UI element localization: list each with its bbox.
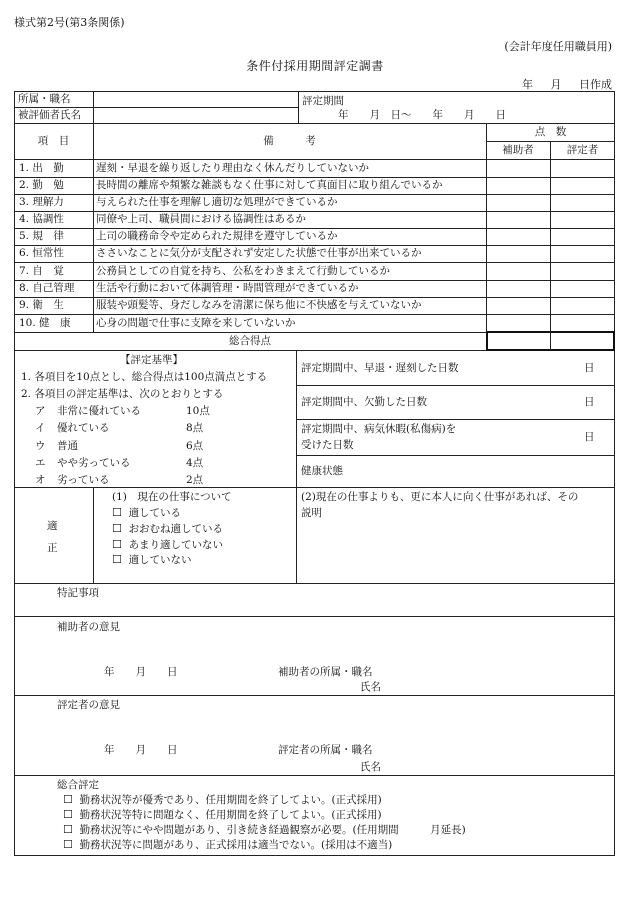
grade-mark: ウ [35, 440, 46, 452]
evaluator-date[interactable]: 年 月 日 [104, 744, 178, 756]
overall-label: 総合評定 [57, 779, 99, 791]
item-note: 同僚や上司、職員間における協調性はあるか [96, 213, 306, 225]
col-item-header: 項 目 [37, 135, 70, 147]
checkbox-icon[interactable]: ☐ [63, 838, 73, 851]
item-note: 遅刻・早退を繰り返したり理由なく休んだりしていないか [96, 162, 369, 174]
period-value[interactable]: 年 月 日〜 年 月 日 [338, 109, 506, 121]
grade-mark: エ [35, 457, 46, 469]
grade-mark: イ [35, 422, 46, 434]
grade-label: 劣っている [57, 474, 110, 486]
evaluator-dept-label: 評定者の所属・職名 [278, 744, 373, 756]
checkbox-icon[interactable]: ☐ [63, 823, 73, 836]
checkbox-icon[interactable]: ☐ [112, 522, 122, 535]
criteria-line-2: 2. 各項目の評定基準は、次のとおりとする [21, 388, 224, 400]
checkbox-icon[interactable]: ☐ [63, 793, 73, 806]
form-reference: 様式第2号(第3条関係) [14, 16, 125, 29]
grade-label: 非常に優れている [57, 405, 141, 417]
col-points-header: 点 数 [534, 126, 567, 138]
item-note: 与えられた仕事を理解し適切な処理ができているか [96, 196, 338, 208]
grade-points: 10点 [186, 405, 210, 417]
aptitude-side-1: 適 [47, 520, 58, 532]
aptitude-q2-line-2: 説明 [301, 507, 322, 519]
aptitude-q1: (1) 現在の仕事について [112, 491, 232, 503]
overall-option[interactable]: ☐ 勤務状況等が優秀であり、任用期間を終了してよい。(正式採用) [63, 793, 382, 806]
overall-option[interactable]: ☐ 勤務状況等に問題があり、正式採用は適当でない。(採用は不適当) [63, 838, 393, 851]
overall-option[interactable]: ☐ 勤務状況等特に問題なく、任用期間を終了してよい。(正式採用) [63, 808, 382, 821]
absent-days-unit[interactable]: 日 [584, 396, 595, 408]
aptitude-side-2: 正 [47, 542, 58, 554]
item-note: ささいなことに気分が支配されず安定した状態で仕事が出来ているか [96, 247, 422, 259]
item-note: 心身の問題で仕事に支障を来していないか [96, 317, 296, 329]
item-note: 服装や頭髪等、身だしなみを清潔に保ち他に不快感を与えていないか [96, 299, 422, 311]
item-note: 公務員としての自覚を持ち、公私をわきまえて行動しているか [96, 265, 390, 277]
person-label: 被評価者氏名 [18, 109, 81, 121]
item-label: 10. 健 康 [19, 317, 71, 329]
grade-label: やや劣っている [57, 457, 131, 469]
item-label: 4. 協調性 [19, 213, 64, 225]
grade-points: 2点 [186, 474, 204, 486]
checkbox-icon[interactable]: ☐ [112, 553, 122, 566]
col-evaluator-header: 評定者 [566, 144, 599, 156]
aptitude-q2-line-1: (2)現在の仕事よりも、更に本人に向く仕事があれば、その [301, 491, 579, 503]
assistant-opinion-label: 補助者の意見 [57, 621, 120, 633]
grade-label: 普通 [57, 440, 78, 452]
absent-days-label: 評定期間中、欠勤した日数 [301, 396, 427, 408]
evaluator-name-label: 氏名 [360, 761, 381, 773]
item-label: 8. 自己管理 [19, 282, 75, 294]
checkbox-icon[interactable]: ☐ [63, 808, 73, 821]
grade-mark: ア [35, 405, 46, 417]
grade-points: 8点 [186, 422, 204, 434]
sick-leave-unit[interactable]: 日 [584, 431, 595, 443]
item-label: 2. 勤 勉 [19, 179, 64, 191]
item-note: 長時間の離席や頻繁な雑談もなく仕事に対して真面目に取り組んでいるか [96, 179, 443, 191]
grade-points: 4点 [186, 457, 204, 469]
sick-leave-label-2: 受けた日数 [301, 439, 354, 451]
criteria-line-1: 1. 各項目を10点とし、総合得点は100点満点とする [21, 371, 268, 383]
fiscal-year-note: (会計年度任用職員用) [504, 40, 612, 53]
late-days-unit[interactable]: 日 [584, 362, 595, 374]
assistant-name-label: 氏名 [360, 681, 381, 693]
item-label: 7. 自 覚 [19, 265, 64, 277]
sick-leave-label-1: 評定期間中、病気休暇(私傷病)を [301, 423, 457, 435]
checkbox-icon[interactable]: ☐ [112, 538, 122, 551]
grade-label: 優れている [57, 422, 110, 434]
health-status-label: 健康状態 [301, 465, 343, 477]
col-note-header: 備 考 [263, 135, 316, 147]
creation-date[interactable]: 年 月 日作成 [522, 78, 612, 91]
overall-option[interactable]: ☐ 勤務状況等にやや問題があり、引き続き経過観察が必要。(任用期間 月延長) [63, 823, 466, 836]
late-days-label: 評定期間中、早退・遅刻した日数 [301, 362, 459, 374]
evaluator-opinion-label: 評定者の意見 [57, 699, 120, 711]
item-label: 6. 恒常性 [19, 247, 64, 259]
document-title: 条件付採用期間評定調書 [246, 59, 384, 73]
grade-points: 6点 [186, 440, 204, 452]
assistant-dept-label: 補助者の所属・職名 [278, 666, 373, 678]
item-label: 1. 出 勤 [19, 162, 64, 174]
grade-mark: オ [35, 474, 46, 486]
criteria-heading: 【評定基準】 [120, 354, 183, 366]
item-note: 上司の職務命令や定められた規律を遵守しているか [96, 230, 338, 242]
assistant-date[interactable]: 年 月 日 [104, 666, 178, 678]
checkbox-icon[interactable]: ☐ [112, 506, 122, 519]
item-note: 生活や行動において体調管理・時間管理ができているか [96, 282, 359, 294]
item-label: 3. 理解力 [19, 196, 64, 208]
col-assistant-header: 補助者 [502, 144, 534, 156]
dept-label: 所属・職名 [18, 93, 71, 105]
special-notes-label: 特記事項 [57, 587, 99, 599]
aptitude-option[interactable]: ☐ あまり適していない [112, 538, 224, 551]
aptitude-option[interactable]: ☐ 適している [112, 506, 182, 519]
item-label: 5. 規 律 [19, 230, 64, 242]
period-label: 評定期間 [302, 95, 344, 107]
aptitude-option[interactable]: ☐ 適していない [112, 553, 192, 566]
aptitude-option[interactable]: ☐ おおむね適している [112, 522, 224, 535]
total-score-label: 総合得点 [229, 335, 271, 347]
item-label: 9. 衛 生 [19, 299, 64, 311]
